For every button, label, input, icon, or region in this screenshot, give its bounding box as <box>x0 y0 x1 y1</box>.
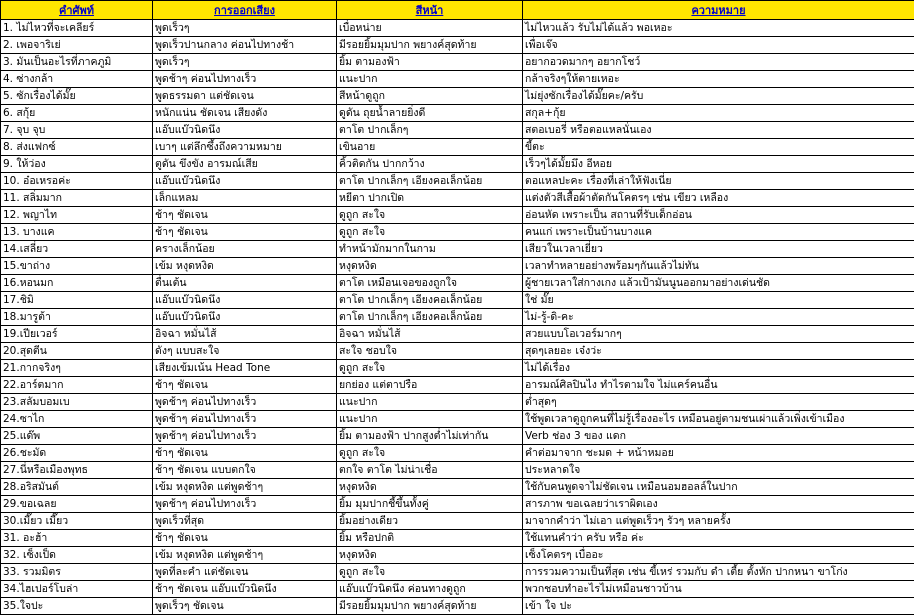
cell-word[interactable]: 23.สลัมบอมเบ <box>1 394 153 411</box>
cell-expression[interactable]: คิ้วติดกัน ปากกว้าง <box>337 156 523 173</box>
cell-word[interactable]: 24.ซาไก <box>1 411 153 428</box>
table-row <box>1 496 914 513</box>
cell-expression[interactable]: อิจฉา หมั่นไส้ <box>337 326 523 343</box>
cell-word[interactable]: 4. ซ่างกล้า <box>1 71 153 88</box>
table-row <box>1 207 914 224</box>
table-row <box>1 88 914 105</box>
cell-expression[interactable]: ทำหน้ามักมากในกาม <box>337 241 523 258</box>
table-row <box>1 411 914 428</box>
cell-pronunciation[interactable]: เข้ม หงุดหงิด <box>153 258 337 275</box>
cell-pronunciation[interactable]: ดังๆ แบบสะใจ <box>153 343 337 360</box>
table-row <box>1 37 914 54</box>
table-row <box>1 292 914 309</box>
cell-pronunciation[interactable]: อิจฉา หมั่นไส้ <box>153 326 337 343</box>
cell-meaning[interactable]: ใช้พูดเวลาดูถูกคนที่ไม่รู้เรื่องอะไร เหมือนอยู่ตามชนเผ่าแล้วเพิ่งเข้าเมือง <box>523 411 914 428</box>
header-word[interactable]: คำศัพท์ <box>1 1 153 20</box>
cell-word[interactable]: 22.อาร์ตมาก <box>1 377 153 394</box>
table-row <box>1 224 914 241</box>
cell-meaning[interactable]: คำต่อมาจาก ชะมด + หน้าหมอย <box>523 445 914 462</box>
cell-pronunciation[interactable]: แอ๊บแบ๊วนิดนึง <box>153 122 337 139</box>
cell-meaning[interactable]: สวยแบบโอเวอร์มากๆ <box>523 326 914 343</box>
cell-word[interactable]: 18.มารูต้า <box>1 309 153 326</box>
cell-word[interactable]: 2. เพอจาริเย่ <box>1 37 153 54</box>
cell-expression[interactable]: มีรอยยิ้มมุมปาก พยางค์สุดท้าย <box>337 37 523 54</box>
cell-meaning[interactable]: ต่ำสุดๆ <box>523 394 914 411</box>
cell-pronunciation[interactable]: เล็กแหลม <box>153 190 337 207</box>
cell-word[interactable]: 14.เสลี่ยว <box>1 241 153 258</box>
table-row <box>1 105 914 122</box>
cell-meaning[interactable]: ไม่ไหวแล้ว รับไม่ได้แล้ว พอเหอะ <box>523 20 914 37</box>
table-row <box>1 513 914 530</box>
table-row <box>1 71 914 88</box>
cell-meaning[interactable]: สารภาพ ขอเฉลยว่าเราผิดเอง <box>523 496 914 513</box>
table-row <box>1 581 914 598</box>
cell-meaning[interactable]: อยากอวดมากๆ อยากโชว์ <box>523 54 914 71</box>
header-row <box>1 1 914 20</box>
cell-word[interactable]: 6. สกุ้ย <box>1 105 153 122</box>
cell-meaning[interactable]: ใช่ มั๊ย <box>523 292 914 309</box>
cell-pronunciation[interactable]: พูดเร็วๆ ชัดเจน <box>153 598 337 615</box>
cell-expression[interactable]: แนะปาก <box>337 71 523 88</box>
cell-expression[interactable]: เบื่อหน่าย <box>337 20 523 37</box>
cell-pronunciation[interactable]: เสียงเข้มเน้น Head Tone <box>153 360 337 377</box>
table-row <box>1 462 914 479</box>
cell-word[interactable]: 11. สลิ่มมาก <box>1 190 153 207</box>
cell-meaning[interactable]: กล้าจริงๆให้ตายเหอะ <box>523 71 914 88</box>
cell-expression[interactable]: หยีตา ปากเปิด <box>337 190 523 207</box>
table-row <box>1 122 914 139</box>
cell-pronunciation[interactable]: พูดธรรมดา แต่ชัดเจน <box>153 88 337 105</box>
cell-pronunciation[interactable]: พูดช้าๆ ค่อนไปทางเร็ว <box>153 496 337 513</box>
cell-pronunciation[interactable]: พูดเร็วๆ <box>153 20 337 37</box>
cell-expression[interactable]: ยกย่อง แต่ตาปรือ <box>337 377 523 394</box>
cell-pronunciation[interactable]: พูดช้าๆ ค่อนไปทางเร็ว <box>153 394 337 411</box>
cell-pronunciation[interactable]: แอ๊บแบ๊วนิดนึง <box>153 173 337 190</box>
cell-expression[interactable]: ยิ้มอย่างเดียว <box>337 513 523 530</box>
cell-word[interactable]: 5. ซักเรื่องได้มั๊ย <box>1 88 153 105</box>
cell-word[interactable]: 33. รวมมิตร <box>1 564 153 581</box>
table-row <box>1 394 914 411</box>
cell-expression[interactable]: หงุดหงิด <box>337 547 523 564</box>
cell-expression[interactable]: หงุดหงิด <box>337 258 523 275</box>
cell-word[interactable]: 21.กากจริงๆ <box>1 360 153 377</box>
cell-word[interactable]: 8. ส่งแฟกซ์ <box>1 139 153 156</box>
table-row <box>1 343 914 360</box>
cell-meaning[interactable]: แต่งตัวสีเสื้อผ้าตัดกันโคตรๆ เช่น เขียว เหลือง <box>523 190 914 207</box>
cell-meaning[interactable]: เข้า ใจ ปะ <box>523 598 914 615</box>
cell-meaning[interactable]: สตอเบอรี่ หรือตอแหลนั่นเอง <box>523 122 914 139</box>
cell-meaning[interactable]: เสียวในเวลาเยี่ยว <box>523 241 914 258</box>
table-row <box>1 377 914 394</box>
cell-pronunciation[interactable]: พูดที่ละคำ แต่ชัดเจน <box>153 564 337 581</box>
cell-pronunciation[interactable]: ช้าๆ ชัดเจน แบบตกใจ <box>153 462 337 479</box>
cell-meaning[interactable]: ไม่ยุ่งซักเรื่องได้มั๊ยคะ/ครับ <box>523 88 914 105</box>
cell-meaning[interactable]: เซ็งโคตรๆ เบื่ออะ <box>523 547 914 564</box>
cell-pronunciation[interactable]: พูดเร็วที่สุด <box>153 513 337 530</box>
cell-word[interactable]: 25.แด๊พ <box>1 428 153 445</box>
cell-word[interactable]: 1. ไม่ไหวที่จะเคลียร์ <box>1 20 153 37</box>
cell-word[interactable]: 31. อะฮ้า <box>1 530 153 547</box>
cell-word[interactable]: 26.ชะมัด <box>1 445 153 462</box>
table-row <box>1 547 914 564</box>
cell-word[interactable]: 17.ชิมิ <box>1 292 153 309</box>
cell-meaning[interactable]: ขี้ตะ <box>523 139 914 156</box>
cell-pronunciation[interactable]: พูดช้าๆ ค่อนไปทางเร็ว <box>153 71 337 88</box>
cell-meaning[interactable]: สุดๆเลยอะ เจ๋งว่ะ <box>523 343 914 360</box>
cell-pronunciation[interactable]: ช้าๆ ชัดเจน <box>153 530 337 547</box>
cell-pronunciation[interactable]: ช้าๆ ชัดเจน <box>153 377 337 394</box>
cell-expression[interactable]: สะใจ ชอบใจ <box>337 343 523 360</box>
cell-expression[interactable]: ยิ้ม มุมปากชี้ขึ้นทั้งคู่ <box>337 496 523 513</box>
cell-word[interactable]: 7. จุบ จุบ <box>1 122 153 139</box>
cell-expression[interactable]: ดูถูก สะใจ <box>337 564 523 581</box>
cell-expression[interactable]: ดูถูก สะใจ <box>337 224 523 241</box>
cell-meaning[interactable]: ไม่ได้เรื่อง <box>523 360 914 377</box>
header-meaning[interactable]: ความหมาย <box>523 1 914 20</box>
cell-expression[interactable]: หงุดหงิด <box>337 479 523 496</box>
cell-word[interactable]: 20.สุดตีน <box>1 343 153 360</box>
cell-expression[interactable]: ตาโต ปากเล็กๆ เอียงคอเล็กน้อย <box>337 292 523 309</box>
cell-word[interactable]: 12. พญาไท <box>1 207 153 224</box>
cell-meaning[interactable]: พวกชอบทำอะไรไม่เหมือนชาวบ้าน <box>523 581 914 598</box>
table-row <box>1 190 914 207</box>
cell-meaning[interactable]: ใช้กับคนพูดจาไม่ชัดเจน เหมือนอมฮอลล์ในปาก <box>523 479 914 496</box>
table-row <box>1 360 914 377</box>
cell-expression[interactable]: ตาโต ปากเล็กๆ <box>337 122 523 139</box>
table-row <box>1 479 914 496</box>
header-pronunciation[interactable]: การออกเสียง <box>153 1 337 20</box>
cell-meaning[interactable]: ผู้ชายเวลาใส่กางเกง แล้วเป้ามันนูนออกมาอย่างเด่นชัด <box>523 275 914 292</box>
table-row <box>1 156 914 173</box>
cell-word[interactable]: 28.อริสมันต์ <box>1 479 153 496</box>
cell-meaning[interactable]: การรวมความเป็นที่สุด เช่น ขี้เหร่ รวมกับ ดำ เตี้ย ตั้งหัก ปากหนา ขาโก่ง <box>523 564 914 581</box>
cell-pronunciation[interactable]: เบาๆ แต่ลึกซึ้งถึงความหมาย <box>153 139 337 156</box>
cell-expression[interactable]: ดูถูก สะใจ <box>337 445 523 462</box>
cell-pronunciation[interactable]: ตูดัน ขึงขัง อารมณ์เสีย <box>153 156 337 173</box>
cell-pronunciation[interactable]: แอ๊บแบ๊วนิดนึง <box>153 309 337 326</box>
cell-meaning[interactable]: Verb ช่อง 3 ของ แดก <box>523 428 914 445</box>
cell-meaning[interactable]: สกุล+กุ้ย <box>523 105 914 122</box>
table-row <box>1 428 914 445</box>
cell-pronunciation[interactable]: ช้าๆ ชัดเจน แอ๊บแบ๊วนิดนึง <box>153 581 337 598</box>
cell-expression[interactable]: ตาโต เหมือนเจอของถูกใจ <box>337 275 523 292</box>
cell-pronunciation[interactable]: ช้าๆ ชัดเจน <box>153 224 337 241</box>
cell-expression[interactable]: เขินอาย <box>337 139 523 156</box>
cell-expression[interactable]: สีหน้าดูถูก <box>337 88 523 105</box>
table-row <box>1 309 914 326</box>
cell-pronunciation[interactable]: พูดช้าๆ ค่อนไปทางเร็ว <box>153 428 337 445</box>
cell-expression[interactable]: ดูดัน ถุยน้ำลายยิ่งดี <box>337 105 523 122</box>
cell-pronunciation[interactable]: เข้ม หงุดหงิด แต่พูดช้าๆ <box>153 547 337 564</box>
cell-pronunciation[interactable]: เข้ม หงุดหงิด แต่พูดช้าๆ <box>153 479 337 496</box>
cell-expression[interactable]: ยิ้ม หรือปกติ <box>337 530 523 547</box>
cell-word[interactable]: 16.หอนมก <box>1 275 153 292</box>
cell-meaning[interactable]: เร็วๆได้มั้ยมึง อีหอย <box>523 156 914 173</box>
cell-pronunciation[interactable]: แอ๊บแบ๊วนิดนึง <box>153 292 337 309</box>
cell-word[interactable]: 27.นี่หรือเมืองพุทธ <box>1 462 153 479</box>
cell-word[interactable]: 29.ขอเฉลย <box>1 496 153 513</box>
table-row <box>1 275 914 292</box>
cell-meaning[interactable]: คนแก่ เพราะเป็นบ้านบางแค <box>523 224 914 241</box>
table-row <box>1 54 914 71</box>
table-row <box>1 139 914 156</box>
table-row <box>1 20 914 37</box>
cell-expression[interactable]: ดูถูก สะใจ <box>337 207 523 224</box>
cell-word[interactable]: 15.ขาถ่าง <box>1 258 153 275</box>
cell-expression[interactable]: มีรอยยิ้มมุมปาก พยางค์สุดท้าย <box>337 598 523 615</box>
cell-word[interactable]: 30.เมี๊ยว เมี๊ยว <box>1 513 153 530</box>
cell-pronunciation[interactable]: พูดช้าๆ ค่อนไปทางเร็ว <box>153 411 337 428</box>
header-expression[interactable]: สีหน้า <box>337 1 523 20</box>
cell-pronunciation[interactable]: พูดเร็วๆ <box>153 54 337 71</box>
cell-expression[interactable]: แนะปาก <box>337 411 523 428</box>
cell-pronunciation[interactable]: ตื่นเต้น <box>153 275 337 292</box>
cell-meaning[interactable]: ใช้แทนคำว่า ครับ หรือ ค่ะ <box>523 530 914 547</box>
cell-meaning[interactable]: ไม่-รู้-ดิ-คะ <box>523 309 914 326</box>
table-row <box>1 598 914 615</box>
cell-expression[interactable]: ดูถูก สะใจ <box>337 360 523 377</box>
cell-word[interactable]: 34.ไฮเปอร์โบล่า <box>1 581 153 598</box>
cell-expression[interactable]: ตกใจ ตาโต ไม่น่าเชื่อ <box>337 462 523 479</box>
cell-word[interactable]: 10. อ๋อเหรอค่ะ <box>1 173 153 190</box>
cell-meaning[interactable]: เพื่อเจ๊จ <box>523 37 914 54</box>
table-row <box>1 241 914 258</box>
cell-meaning[interactable]: ประหลาดใจ <box>523 462 914 479</box>
cell-word[interactable]: 19.เปียเวอร์ <box>1 326 153 343</box>
cell-meaning[interactable]: อารมณ์ศิลปินไง ทำไรตามใจ ไม่แคร์คนอื่น <box>523 377 914 394</box>
table-row <box>1 326 914 343</box>
cell-meaning[interactable]: ตอแหลปะคะ เรื่องที่เล่าให้ฟังเนี่ย <box>523 173 914 190</box>
table-row <box>1 445 914 462</box>
cell-word[interactable]: 9. ให้ว่อง <box>1 156 153 173</box>
cell-word[interactable]: 35.ใจปะ <box>1 598 153 615</box>
table-row <box>1 258 914 275</box>
cell-meaning[interactable]: เวลาทำหลายอย่างพร้อมๆกันแล้วไม่ทัน <box>523 258 914 275</box>
cell-pronunciation[interactable]: ครางเล็กน้อย <box>153 241 337 258</box>
table-row <box>1 173 914 190</box>
cell-meaning[interactable]: อ่อนหัด เพราะเป็น สถานที่รับเด็กอ่อน <box>523 207 914 224</box>
cell-expression[interactable]: ตาโต ปากเล็กๆ เอียงคอเล็กน้อย <box>337 173 523 190</box>
cell-pronunciation[interactable]: ช้าๆ ชัดเจน <box>153 207 337 224</box>
cell-expression[interactable]: ยิ้ม ตามองฟ้า <box>337 54 523 71</box>
cell-expression[interactable]: ยิ้ม ตามองฟ้า ปากสูงต่ำไม่เท่ากัน <box>337 428 523 445</box>
cell-pronunciation[interactable]: หนักแน่น ชัดเจน เสียงดัง <box>153 105 337 122</box>
cell-expression[interactable]: แนะปาก <box>337 394 523 411</box>
table-row <box>1 564 914 581</box>
cell-word[interactable]: 32. เซ็งเป็ด <box>1 547 153 564</box>
cell-expression[interactable]: ตาโต ปากเล็กๆ เอียงคอเล็กน้อย <box>337 309 523 326</box>
cell-word[interactable]: 3. มันเป็นอะไรที่ภาคภูมิ <box>1 54 153 71</box>
cell-expression[interactable]: แอ๊บแบ๊วนิดนึง ค่อนทางดูถูก <box>337 581 523 598</box>
cell-meaning[interactable]: มาจากคำว่า ไม่เอา แต่พูดเร็วๆ รัวๆ หลายครั้ง <box>523 513 914 530</box>
cell-pronunciation[interactable]: ช้าๆ ชัดเจน <box>153 445 337 462</box>
cell-pronunciation[interactable]: พูดเร็วปานกลาง ค่อนไปทางช้า <box>153 37 337 54</box>
cell-word[interactable]: 13. บางแค <box>1 224 153 241</box>
table-row <box>1 530 914 547</box>
